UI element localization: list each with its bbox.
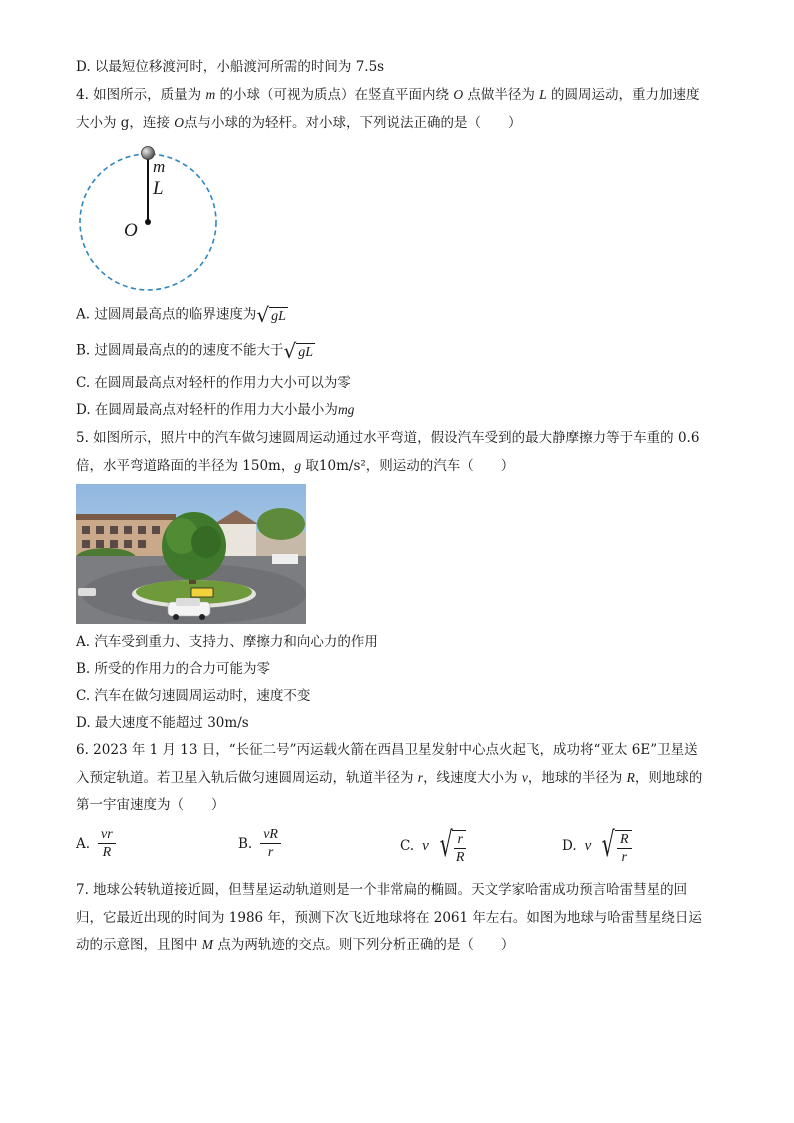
q4-stem-line2: 大小为 g，连接 O点与小球的为轻杆。对小球，下列说法正确的是（ ） [76, 115, 522, 131]
sqrt-gL: √ gL [283, 339, 314, 363]
label-O: O [124, 220, 138, 241]
q5-stem-line1: 5. 如图所示，照片中的汽车做匀速圆周运动通过水平弯道，假设汽车受到的最大静摩擦力等于车重的 0.6 [76, 430, 700, 446]
q6-stem-line3: 第一宇宙速度为（ ） [76, 797, 225, 813]
q6-option-a: A. $\frac{vr}{R}$ [76, 826, 116, 861]
q6-stem-line2: 入预定轨道。若卫星入轨后做匀速圆周运动，轨道半径为 r，线速度大小为 v，地球的半径为 R，则地球的 [76, 770, 703, 786]
q3-option-d: D. 以最短位移渡河时，小船渡河所需的时间为 7.5s [76, 59, 385, 75]
label-L: L [153, 178, 164, 199]
q4-stem-line1: 4. 如图所示，质量为 m 的小球（可视为质点）在竖直平面内绕 O 点做半径为 L 的圆周运动，重力加速度 [76, 87, 700, 103]
q7-stem-line3: 动的示意图，且图中 M 点为两轨迹的交点。则下列分析正确的是（ ） [76, 937, 515, 953]
q5-option-d: D. 最大速度不能超过 30m/s [76, 715, 249, 731]
q5-option-b: B. 所受的作用力的合力可能为零 [76, 661, 271, 677]
label-m: m [153, 157, 166, 176]
q5-option-a: A. 汽车受到重力、支持力、摩擦力和向心力的作用 [76, 634, 378, 650]
q4-option-a: A. 过圆周最高点的临界速度为 √ gL [76, 303, 286, 327]
q6-option-c: C. v √ $\frac{r}{R}$ [400, 825, 465, 865]
q4-circle-figure [76, 142, 226, 294]
q5-option-c: C. 汽车在做匀速圆周运动时，速度不变 [76, 688, 311, 704]
q6-option-d: D. v √ $\frac{R}{r}$ [562, 826, 632, 866]
q7-stem-line2: 归，它最近出现的时间为 1986 年，预测下次飞近地球将在 2061 年左右。如图为地球与哈雷彗星绕日运 [76, 910, 702, 926]
q6-option-b: B. $\frac{vR}{r}$ [238, 826, 281, 861]
q4-option-c: C. 在圆周最高点对轻杆的作用力大小可以为零 [76, 375, 351, 391]
q7-stem-line1: 7. 地球公转轨道接近圆，但彗星运动轨道则是一个非常扁的椭圆。天文学家哈雷成功预言哈雷彗星的回 [76, 882, 688, 898]
q4-option-b: B. 过圆周最高点的的速度不能大于 √ gL [76, 339, 314, 363]
q6-stem-line1: 6. 2023 年 1 月 13 日，“长征二号”丙运载火箭在西昌卫星发射中心点火起飞，成功将“亚太 6E”卫星送 [76, 742, 698, 758]
roundabout-photo [76, 484, 306, 624]
center-point [145, 219, 151, 225]
q4-option-d: D. 在圆周最高点对轻杆的作用力大小最小为mg [76, 402, 355, 418]
sqrt-gL: √ gL [256, 303, 286, 327]
q5-stem-line2: 倍，水平弯道路面的半径为 150m，g 取10m/s²，则运动的汽车（ ） [76, 458, 515, 474]
